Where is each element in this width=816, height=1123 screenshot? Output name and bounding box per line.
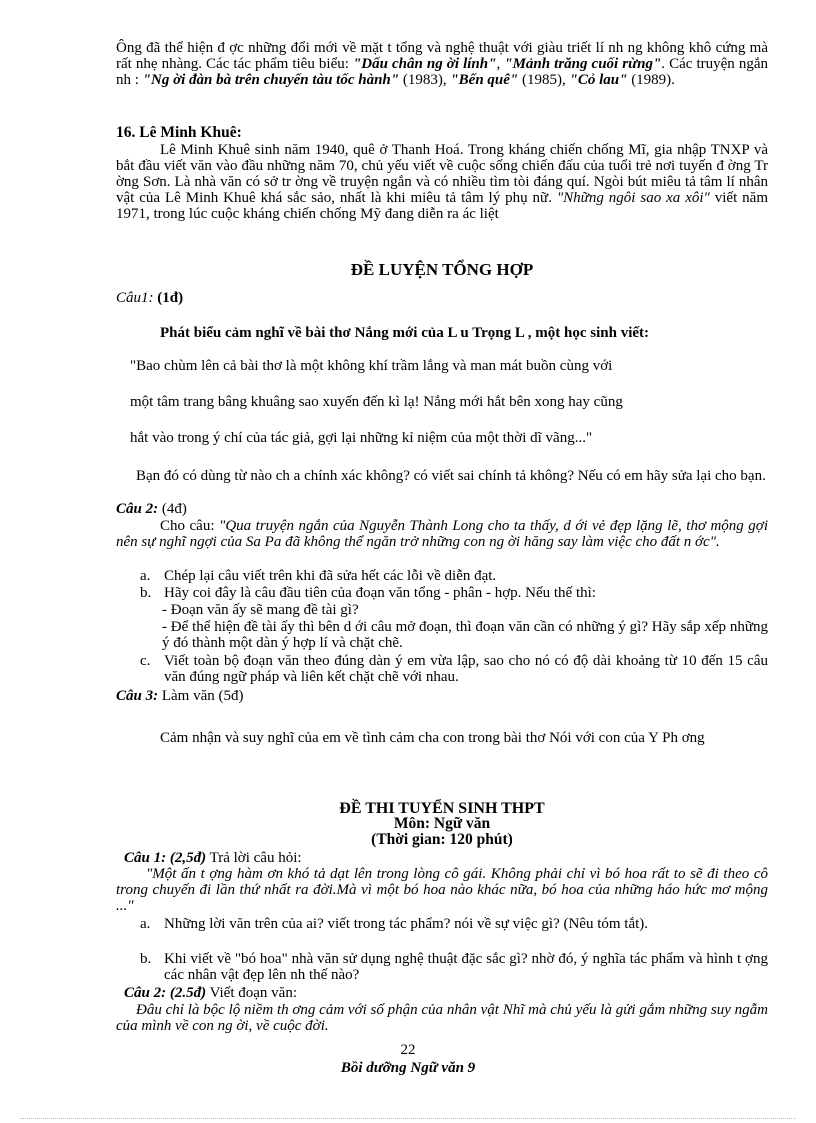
page-footer: Bồi dưỡng Ngữ văn 9 <box>340 1060 476 1076</box>
question-1-prompt: Phát biểu cảm nghĩ về bài thơ Nắng mới của L u Trọng L , một học sinh viết: <box>160 325 650 341</box>
list-item <box>140 951 768 983</box>
exam2-question-1-quote: "Một ấn t ợng hàm ơn khó tả dạt lên trong lòng cô gái. Không phải chỉ vì bó hoa rất to sẽ đi theo cô trong chuyến đi lần thứ nhất ra đời.Mà vì một bó hoa nào khác nữa, bó hoa của những háo hức mơ mộng ..." <box>116 866 768 914</box>
list-marker: b. <box>140 585 152 601</box>
work-year: (1985), <box>518 72 570 88</box>
question-3-header <box>116 688 243 705</box>
section-heading: 16. Lê Minh Khuê: <box>116 124 242 141</box>
intro-text: . Các truyện ngắn nh : <box>116 56 768 88</box>
bio-text: Lê Minh Khuê sinh năm 1940, quê ở Thanh Hoá. Trong kháng chiến chống Mĩ, gia nhập TNXP và bắt đầu viết văn vào đầu những năm 70, chủ yếu viết về cuộc sống chiến đấu của tuổi trẻ nơi tuyến đ ờng Tr ờng Sơn. Là nhà văn có sở tr ờng về truyện ngắn và có nhiều tìm tòi đáng quí. Ngòi bút miêu tả tâm lí nhân vật của Lê Minh Khuê khá sắc sảo, nhất là khi miêu tả tâm lý phụ nữ. <box>116 142 768 206</box>
list-item <box>140 916 768 932</box>
exam2-question-2-header <box>124 985 297 1002</box>
exam2-question-1-header <box>124 850 302 867</box>
question-label: Câu 2: <box>116 501 159 517</box>
work-year: (1989). <box>627 72 675 88</box>
list-text: Khi viết về "bó hoa" nhà văn sử dụng nghệ thuật đặc sắc gì? nhờ đó, ý nghĩa tác phẩm và hình t ợng các nhân vật đẹp lên nh thế nào? <box>164 951 768 983</box>
exam2-question-2-quote: Đâu chỉ là bộc lộ niềm th ơng cảm với số phận của nhân vật Nhĩ mà chủ yếu là gửi gắm những suy ngẫm của mình về con ng ời, về cuộc đời. <box>116 1002 768 1034</box>
list-item <box>140 653 768 685</box>
work-title: "Dấu chân ng ời lính" <box>352 56 497 72</box>
list-marker: b. <box>140 951 152 967</box>
exam2-subject: Môn: Ngữ văn <box>393 815 491 832</box>
list-marker: a. <box>140 916 151 932</box>
page-number: 22 <box>400 1042 416 1058</box>
sub-question: - Để thể hiện đề tài ấy thì bên d ới câu mở đoạn, thì đoạn văn cần có những ý gì? Hãy sắp xếp những ý đó thành một dàn ý hợp lí và chặt chẽ. <box>162 619 768 651</box>
list-text: Những lời văn trên của ai? viết trong tác phẩm? nói về sự việc gì? (Nêu tóm tắt). <box>164 916 649 932</box>
list-item <box>140 585 768 601</box>
separator: , <box>496 56 505 72</box>
question-1-header <box>116 290 183 307</box>
list-marker: c. <box>140 653 151 669</box>
exam2-title: ĐỀ THI TUYỂN SINH THPT <box>339 800 545 817</box>
question-label: Câu 1: (2,5đ) <box>124 850 207 866</box>
question-points: Làm văn (5đ) <box>158 688 244 704</box>
question-2-prompt <box>116 518 768 550</box>
sub-question: - Đoạn văn ấy sẽ mang đề tài gì? <box>162 602 359 618</box>
question-text: Trả lời câu hỏi: <box>206 850 302 866</box>
question-1-ask: Bạn đó có dùng từ nào ch a chính xác không? có viết sai chính tả không? Nếu có em hãy sửa lại cho bạn. <box>136 468 766 484</box>
student-sample-line: hắt vào trong ý chí của tác giả, gợi lại những kỉ niệm của một thời dĩ vãng..." <box>130 430 593 446</box>
work-title: "Cỏ lau" <box>569 72 628 88</box>
list-item <box>140 568 768 584</box>
page-bottom-divider <box>20 1118 796 1119</box>
student-sample-line: một tâm trang bâng khuâng sao xuyến đến kì lạ! Nắng mới hắt bên xong hay cũng <box>130 394 623 410</box>
list-text: Chép lại câu viết trên khi đã sửa hết các lỗi về diễn đạt. <box>164 568 497 584</box>
exam2-time: (Thời gian: 120 phút) <box>371 831 513 848</box>
question-text: Viết đoạn văn: <box>206 985 297 1001</box>
work-title: "Những ngôi sao xa xôi" <box>556 190 710 206</box>
work-title: "Ng ời đàn bà trên chuyến tàu tốc hành" <box>142 72 400 88</box>
student-sample-line: "Bao chùm lên cả bài thơ là một không khí trầm lắng và man mát buồn cùng với <box>130 358 613 374</box>
bio-text: viết năm 1971, trong lúc cuộc kháng chiến chống Mỹ đang diễn ra ác liệt <box>116 190 768 222</box>
question-points: (4đ) <box>158 501 187 517</box>
work-title: "Mảnh trăng cuối rừng" <box>504 56 662 72</box>
intro-text: Ông đã thể hiện đ ợc những đổi mới về mặt t tổng và nghệ thuật với giàu triết lí nh ng không khô cứng mà rất nhẹ nhàng. Các tác phẩm tiêu biểu: <box>116 40 768 72</box>
intro-paragraph <box>116 40 768 88</box>
list-text: Hãy coi đây là câu đầu tiên của đoạn văn tổng - phân - hợp. Nếu thế thì: <box>164 585 596 601</box>
question-points: (1đ) <box>157 290 184 306</box>
work-title: "Bến quê" <box>450 72 519 88</box>
question-3-prompt: Cảm nhận và suy nghĩ của em về tình cảm cha con trong bài thơ Nói với con của Y Ph ơng <box>160 730 705 746</box>
question-label: Câu1: <box>116 290 154 306</box>
work-year: (1983), <box>399 72 451 88</box>
exam-title: ĐỀ LUYỆN TỔNG HỢP <box>350 260 534 279</box>
question-2-header <box>116 501 187 518</box>
list-marker: a. <box>140 568 151 584</box>
quoted-sentence: "Qua truyện ngắn của Nguyễn Thành Long cho ta thấy, d ới vẻ đẹp lặng lẽ, thơ mộng gợi nên sự nghĩ ngợi của Sa Pa đã không thể ngăn trở những con ng ời hăng say làm việc cho đất n ớc". <box>116 518 768 550</box>
author-bio <box>116 142 768 222</box>
prompt-text: Cho câu: <box>160 518 220 534</box>
list-text: Viết toàn bộ đoạn văn theo đúng dàn ý em vừa lập, sao cho nó có độ dài khoảng từ 10 đến 15 câu văn đúng ngữ pháp và liên kết chặt chẽ với nhau. <box>164 653 768 685</box>
question-label: Câu 2: (2.5đ) <box>124 985 207 1001</box>
question-label: Câu 3: <box>116 688 159 704</box>
